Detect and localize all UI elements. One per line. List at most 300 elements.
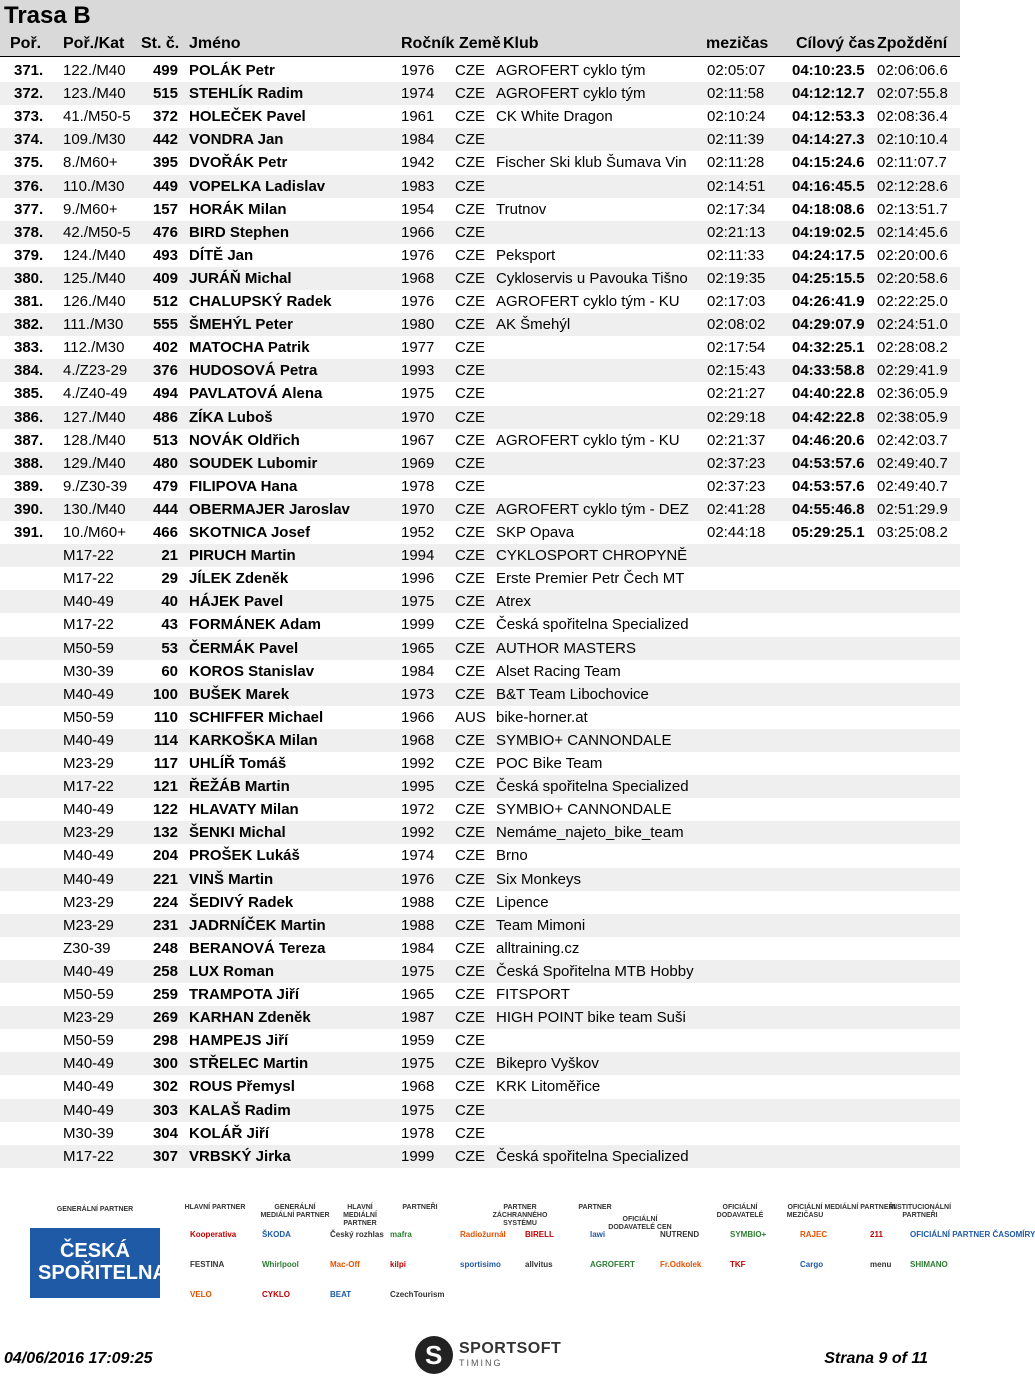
cell-zeme: CZE xyxy=(455,939,485,957)
cell-poradi: 390. xyxy=(14,500,44,518)
cell-cas: 04:16:45.5 xyxy=(792,177,865,195)
sponsor-category-label: PARTNER xyxy=(578,1204,612,1211)
sponsor-logo: Radiožurnál xyxy=(460,1230,506,1239)
cell-cislo: 43 xyxy=(161,616,178,634)
cell-zeme: CZE xyxy=(455,269,485,287)
sponsor-logo: SHIMANO xyxy=(910,1260,948,1269)
cell-jmeno: BUŠEK Marek xyxy=(189,685,290,703)
cell-mezicas: 02:11:28 xyxy=(707,154,765,172)
cell-jmeno: VONDRA Jan xyxy=(189,131,284,149)
cell-rocnik: 1992 xyxy=(401,824,435,842)
cell-jmeno: DVOŘÁK Petr xyxy=(189,154,288,172)
cell-zpozdeni: 02:49:40.7 xyxy=(877,477,948,495)
cell-mezicas: 02:37:23 xyxy=(707,454,766,472)
sponsor-logo: 211 xyxy=(870,1230,883,1239)
cell-cas: 04:24:17.5 xyxy=(792,246,865,264)
col-header-cislo: St. č. xyxy=(141,35,180,52)
cell-rocnik: 1966 xyxy=(401,223,435,241)
sponsor-logo: SYMBIO+ xyxy=(730,1230,767,1239)
cell-kat: M17-22 xyxy=(63,547,114,565)
cell-rocnik: 1975 xyxy=(401,1055,435,1073)
cell-cas: 04:12:53.3 xyxy=(792,108,865,126)
cell-jmeno: POLÁK Petr xyxy=(189,62,275,79)
sponsor-category-label: MEDIÁLNÍ PARTNEŘI xyxy=(824,1204,896,1211)
sponsor-logo: OFICIÁLNÍ PARTNER ČASOMÍRY xyxy=(910,1230,1035,1239)
cell-rocnik: 1996 xyxy=(401,570,435,588)
cell-cas: 04:53:57.6 xyxy=(792,454,865,472)
cell-kat: M50-59 xyxy=(63,708,114,726)
cell-kat: M17-22 xyxy=(63,570,114,588)
cell-zeme: CZE xyxy=(455,223,485,241)
cell-cislo: 121 xyxy=(152,778,178,796)
cell-poradi: 383. xyxy=(14,339,44,357)
cell-zpozdeni: 02:14:45.6 xyxy=(877,223,948,241)
sponsor-logo: TKF xyxy=(730,1260,746,1269)
cell-klub: AGROFERT cyklo tým - DEZ xyxy=(496,500,689,518)
cell-jmeno: HORÁK Milan xyxy=(189,200,287,218)
cell-cislo: 302 xyxy=(152,1078,178,1096)
cell-zeme: CZE xyxy=(455,1009,485,1027)
cell-rocnik: 1980 xyxy=(401,316,435,334)
cell-kat: M30-39 xyxy=(63,662,114,680)
cell-kat: M23-29 xyxy=(63,916,114,934)
cell-zeme: CZE xyxy=(455,847,485,865)
cell-zeme: CZE xyxy=(455,731,485,749)
cell-rocnik: 1976 xyxy=(401,62,435,79)
cell-jmeno: ŠENKI Michal xyxy=(189,824,286,842)
cell-cislo: 409 xyxy=(152,269,178,287)
cell-kat: 8./M60+ xyxy=(63,154,118,172)
cell-poradi: 376. xyxy=(14,177,44,195)
cell-jmeno: UHLÍŘ Tomáš xyxy=(189,755,287,772)
cell-jmeno: HÁJEK Pavel xyxy=(189,593,284,611)
cell-poradi: 375. xyxy=(14,154,44,172)
cell-cislo: 372 xyxy=(152,108,178,126)
cell-kat: 123./M40 xyxy=(63,85,126,103)
cell-mezicas: 02:11:33 xyxy=(707,246,765,264)
col-header-jmeno: Jméno xyxy=(189,35,241,52)
sponsor-category-label: HLAVNÍ PARTNER xyxy=(184,1204,246,1211)
cell-cislo: 479 xyxy=(152,477,178,495)
cell-cislo: 513 xyxy=(152,431,178,449)
col-header-rocnik: Ročník xyxy=(401,35,455,52)
cell-kat: M50-59 xyxy=(63,986,114,1003)
sponsor-logo: NUTREND xyxy=(660,1230,700,1239)
sponsor-logo: menu xyxy=(870,1260,892,1269)
cell-zeme: CZE xyxy=(455,1147,485,1165)
table-row xyxy=(0,729,960,752)
cell-poradi: 381. xyxy=(14,293,44,310)
cell-jmeno: HAMPEJS Jiří xyxy=(189,1032,289,1050)
cell-rocnik: 1974 xyxy=(401,847,435,865)
table-row xyxy=(0,151,960,174)
cell-zeme: CZE xyxy=(455,962,485,980)
table-row xyxy=(0,498,960,521)
cell-cislo: 29 xyxy=(161,570,178,588)
table-row xyxy=(0,706,960,729)
cell-poradi: 378. xyxy=(14,223,44,241)
sponsor-logo: BEAT xyxy=(330,1290,352,1299)
cell-cislo: 304 xyxy=(152,1124,178,1142)
sponsor-logo: Fr.Odkolek xyxy=(660,1260,702,1269)
cell-jmeno: MATOCHA Patrik xyxy=(189,339,310,357)
cell-kat: 125./M40 xyxy=(63,269,126,287)
cell-cas: 04:55:46.8 xyxy=(792,500,865,518)
cell-klub: Alset Racing Team xyxy=(496,662,621,680)
table-row xyxy=(0,82,960,105)
cell-kat: M40-49 xyxy=(63,1078,114,1096)
cell-mezicas: 02:17:34 xyxy=(707,200,766,218)
cell-rocnik: 1984 xyxy=(401,939,435,957)
cell-zpozdeni: 02:12:28.6 xyxy=(877,177,948,195)
cell-poradi: 384. xyxy=(14,362,44,380)
cell-poradi: 380. xyxy=(14,269,44,287)
cell-jmeno: STŘELEC Martin xyxy=(189,1055,309,1073)
cell-zeme: CZE xyxy=(455,801,485,819)
cell-zeme: CZE xyxy=(455,824,485,842)
sponsor-logo: sportisimo xyxy=(460,1260,501,1269)
cell-jmeno: HLAVATY Milan xyxy=(189,801,299,819)
sponsor-logo: mafra xyxy=(390,1230,412,1239)
cell-klub: AGROFERT cyklo tým - KU xyxy=(496,293,680,310)
cell-klub: Česká spořitelna Specialized xyxy=(496,1147,689,1165)
cell-kat: M23-29 xyxy=(63,1009,114,1027)
cell-kat: M50-59 xyxy=(63,639,114,657)
cell-rocnik: 1974 xyxy=(401,85,435,103)
table-row xyxy=(0,59,960,82)
cell-zpozdeni: 02:22:25.0 xyxy=(877,293,948,310)
cell-cas: 04:26:41.9 xyxy=(792,293,865,310)
cell-poradi: 372. xyxy=(14,85,44,103)
cell-zpozdeni: 02:29:41.9 xyxy=(877,362,948,380)
cell-cislo: 307 xyxy=(152,1147,178,1165)
cell-rocnik: 1968 xyxy=(401,731,435,749)
cell-kat: M17-22 xyxy=(63,616,114,634)
cell-rocnik: 1993 xyxy=(401,362,435,380)
cell-cislo: 395 xyxy=(152,154,178,172)
cell-cislo: 21 xyxy=(161,547,178,565)
cell-zeme: CZE xyxy=(455,986,485,1003)
cell-rocnik: 1983 xyxy=(401,177,435,195)
cell-rocnik: 1975 xyxy=(401,1101,435,1119)
cell-zpozdeni: 02:10:10.4 xyxy=(877,131,948,149)
cell-rocnik: 1987 xyxy=(401,1009,435,1027)
cell-klub: SYMBIO+ CANNONDALE xyxy=(496,801,672,819)
sponsor-logo: Kooperativa xyxy=(190,1230,237,1239)
cell-zeme: CZE xyxy=(455,362,485,380)
cell-rocnik: 1972 xyxy=(401,801,435,819)
cell-cislo: 157 xyxy=(152,200,178,218)
table-row xyxy=(0,983,960,1006)
cell-klub: Erste Premier Petr Čech MT xyxy=(496,570,685,588)
cell-mezicas: 02:37:23 xyxy=(707,477,766,495)
cell-poradi: 374. xyxy=(14,131,44,149)
cell-zpozdeni: 02:06:06.6 xyxy=(877,62,948,79)
cell-zeme: CZE xyxy=(455,339,485,357)
sponsor-category-label: PARTNER ZÁCHRANNÉHO SYSTÉMU xyxy=(492,1204,548,1227)
cell-cislo: 476 xyxy=(152,223,178,241)
cell-zeme: CZE xyxy=(455,154,485,172)
cell-jmeno: ŠMEHÝL Peter xyxy=(189,316,293,334)
cell-kat: M23-29 xyxy=(63,755,114,772)
cell-jmeno: VOPELKA Ladislav xyxy=(189,177,326,195)
cell-cislo: 258 xyxy=(152,962,178,980)
cell-jmeno: DÍTĚ Jan xyxy=(189,246,254,264)
cell-mezicas: 02:14:51 xyxy=(707,177,766,195)
cell-rocnik: 1967 xyxy=(401,431,435,449)
cell-cislo: 515 xyxy=(152,85,178,103)
cell-cislo: 466 xyxy=(152,524,178,541)
cell-jmeno: SKOTNICA Josef xyxy=(189,524,311,541)
cell-zpozdeni: 03:25:08.2 xyxy=(877,524,948,541)
cell-jmeno: PROŠEK Lukáš xyxy=(189,847,300,865)
cell-cislo: 486 xyxy=(152,408,178,426)
cell-cislo: 224 xyxy=(152,893,178,911)
cell-cislo: 269 xyxy=(152,1009,178,1027)
cell-zeme: CZE xyxy=(455,893,485,911)
table-row xyxy=(0,406,960,429)
cell-cas: 04:42:22.8 xyxy=(792,408,865,426)
cell-kat: Z30-39 xyxy=(63,939,111,957)
cell-jmeno: KOROS Stanislav xyxy=(189,662,315,680)
cell-zeme: CZE xyxy=(455,639,485,657)
cell-cislo: 512 xyxy=(152,293,178,310)
cell-klub: HIGH POINT bike team Suši xyxy=(496,1009,686,1027)
cell-rocnik: 1970 xyxy=(401,500,435,518)
cell-mezicas: 02:15:43 xyxy=(707,362,766,380)
cell-zeme: CZE xyxy=(455,1032,485,1050)
table-row xyxy=(0,798,960,821)
cell-klub: CYKLOSPORT CHROPYNĚ xyxy=(496,547,688,565)
cell-mezicas: 02:21:13 xyxy=(707,223,766,241)
cell-jmeno: ROUS Přemysl xyxy=(189,1078,295,1096)
cell-zeme: CZE xyxy=(455,570,485,588)
cell-zeme: CZE xyxy=(455,431,485,449)
table-row xyxy=(0,221,960,244)
cell-klub: Team Mimoni xyxy=(496,916,586,934)
cell-cislo: 114 xyxy=(153,731,178,749)
cell-jmeno: SCHIFFER Michael xyxy=(189,708,324,726)
sponsor-logo: BIRELL xyxy=(525,1230,554,1239)
cell-zeme: CZE xyxy=(455,1101,485,1119)
table-row xyxy=(0,821,960,844)
table-row xyxy=(0,1075,960,1098)
table-row xyxy=(0,660,960,683)
table-row xyxy=(0,1006,960,1029)
cell-klub: Trutnov xyxy=(496,200,547,218)
cell-rocnik: 1999 xyxy=(401,616,435,634)
cell-rocnik: 1942 xyxy=(401,154,435,172)
table-row xyxy=(0,567,960,590)
table-row xyxy=(0,637,960,660)
cell-cas: 04:40:22.8 xyxy=(792,385,865,403)
cell-klub: CK White Dragon xyxy=(496,108,613,126)
cell-mezicas: 02:17:03 xyxy=(707,293,766,310)
cell-cislo: 300 xyxy=(152,1055,178,1073)
cell-klub: Česká spořitelna Specialized xyxy=(496,616,689,634)
cell-rocnik: 1976 xyxy=(401,246,435,264)
header-divider xyxy=(0,56,960,57)
cell-klub: SKP Opava xyxy=(496,524,575,541)
cell-kat: M40-49 xyxy=(63,1101,114,1119)
cell-rocnik: 1959 xyxy=(401,1032,435,1050)
sponsor-logo: CYKLO xyxy=(262,1290,290,1299)
table-row xyxy=(0,198,960,221)
cell-mezicas: 02:21:37 xyxy=(707,431,766,449)
cell-cislo: 221 xyxy=(152,870,178,888)
cell-poradi: 387. xyxy=(14,431,44,449)
cell-zpozdeni: 02:38:05.9 xyxy=(877,408,948,426)
table-row xyxy=(0,775,960,798)
cell-cislo: 376 xyxy=(152,362,178,380)
cell-jmeno: CHALUPSKÝ Radek xyxy=(189,293,332,310)
cell-zeme: CZE xyxy=(455,547,485,565)
cell-mezicas: 02:11:58 xyxy=(707,85,765,103)
cell-zpozdeni: 02:11:07.7 xyxy=(877,154,947,172)
cell-cislo: 122 xyxy=(152,801,178,819)
cell-zeme: CZE xyxy=(455,108,485,126)
cell-klub: Six Monkeys xyxy=(496,870,582,888)
cell-cas: 04:18:08.6 xyxy=(792,200,865,218)
cell-jmeno: ŘEŽÁB Martin xyxy=(189,778,290,796)
cell-zeme: CZE xyxy=(455,616,485,634)
cell-kat: M17-22 xyxy=(63,778,114,796)
cell-kat: 9./Z30-39 xyxy=(63,477,128,495)
cell-zeme: CZE xyxy=(455,1078,485,1096)
page-title: Trasa B xyxy=(4,2,91,29)
table-row xyxy=(0,1099,960,1122)
cell-jmeno: JURÁŇ Michal xyxy=(189,269,292,287)
table-row xyxy=(0,290,960,313)
cell-kat: 130./M40 xyxy=(63,500,126,518)
cell-zpozdeni: 02:36:05.9 xyxy=(877,385,948,403)
cell-cislo: 132 xyxy=(152,824,178,842)
cell-poradi: 371. xyxy=(14,62,44,79)
sponsor-logo: Mac-Off xyxy=(330,1260,360,1269)
cell-zeme: CZE xyxy=(455,246,485,264)
cell-kat: M40-49 xyxy=(63,962,114,980)
cell-kat: M23-29 xyxy=(63,824,114,842)
cell-klub: Česká Spořitelna MTB Hobby xyxy=(496,962,694,980)
table-row xyxy=(0,382,960,405)
sponsor-category-label: OFICIÁLNÍ DODAVATELÉ xyxy=(716,1204,764,1219)
cell-klub: SYMBIO+ CANNONDALE xyxy=(496,731,672,749)
cell-zeme: CZE xyxy=(455,316,485,334)
col-header-zpozdeni: Zpoždění xyxy=(877,35,948,52)
cell-zeme: CZE xyxy=(455,62,485,79)
cell-kat: 10./M60+ xyxy=(63,524,126,541)
cell-klub: AGROFERT cyklo tým xyxy=(496,85,646,103)
cell-kat: M50-59 xyxy=(63,1032,114,1050)
cell-kat: M40-49 xyxy=(63,731,114,749)
cell-klub: Nemáme_najeto_bike_team xyxy=(496,824,684,842)
cell-jmeno: HUDOSOVÁ Petra xyxy=(189,362,318,380)
sponsor-strip xyxy=(30,1198,1035,1318)
sponsor-category-label: OFICIÁLNÍ DODAVATELÉ CEN xyxy=(608,1216,672,1231)
cell-zpozdeni: 02:08:36.4 xyxy=(877,108,948,126)
cell-klub: B&T Team Libochovice xyxy=(496,685,649,703)
cell-rocnik: 1995 xyxy=(401,778,435,796)
cell-zpozdeni: 02:07:55.8 xyxy=(877,85,948,103)
cell-zeme: CZE xyxy=(455,1055,485,1073)
cell-mezicas: 02:29:18 xyxy=(707,408,766,426)
cell-rocnik: 1976 xyxy=(401,870,435,888)
table-row xyxy=(0,960,960,983)
cell-mezicas: 02:19:35 xyxy=(707,269,766,287)
cell-kat: M40-49 xyxy=(63,685,114,703)
cell-jmeno: FORMÁNEK Adam xyxy=(189,616,321,634)
cell-jmeno: OBERMAJER Jaroslav xyxy=(189,500,350,518)
table-row xyxy=(0,244,960,267)
sponsor-category-label: HLAVNÍ MEDIÁLNÍ PARTNER xyxy=(343,1204,377,1227)
cell-jmeno: HOLEČEK Pavel xyxy=(189,108,306,126)
cell-kat: 4./Z40-49 xyxy=(63,385,128,403)
cell-zpozdeni: 02:42:03.7 xyxy=(877,431,948,449)
cell-cislo: 499 xyxy=(152,62,178,79)
sponsor-logo: CzechTourism xyxy=(390,1290,445,1299)
cell-kat: 128./M40 xyxy=(63,431,126,449)
cell-cislo: 480 xyxy=(152,454,178,472)
cell-zpozdeni: 02:49:40.7 xyxy=(877,454,948,472)
table-row xyxy=(0,336,960,359)
page-number: Strana 9 of 11 xyxy=(824,1350,928,1367)
cell-rocnik: 1977 xyxy=(401,339,435,357)
cell-poradi: 389. xyxy=(14,477,44,495)
print-timestamp: 04/06/2016 17:09:25 xyxy=(4,1350,153,1367)
cell-cislo: 493 xyxy=(152,246,178,264)
cell-jmeno: BIRD Stephen xyxy=(189,223,290,241)
cell-rocnik: 1969 xyxy=(401,454,435,472)
table-row xyxy=(0,844,960,867)
cell-zpozdeni: 02:51:29.9 xyxy=(877,500,948,518)
cell-jmeno: KARHAN Zdeněk xyxy=(189,1009,311,1027)
cell-rocnik: 1994 xyxy=(401,547,435,565)
cell-klub: AGROFERT cyklo tým - KU xyxy=(496,431,680,449)
table-row xyxy=(0,105,960,128)
cell-rocnik: 1954 xyxy=(401,200,435,218)
cell-cislo: 555 xyxy=(152,316,178,334)
sponsor-category-label: PARTNEŘI xyxy=(402,1204,438,1211)
cell-cas: 04:32:25.1 xyxy=(792,339,865,357)
cell-zeme: CZE xyxy=(455,177,485,195)
cell-kat: M40-49 xyxy=(63,801,114,819)
cell-klub: Cykloservis u Pavouka Tišno xyxy=(496,269,688,287)
cell-jmeno: ZÍKA Luboš xyxy=(189,408,273,426)
sponsor-logo: Whirlpool xyxy=(262,1260,299,1269)
cell-cislo: 248 xyxy=(152,939,178,957)
cell-cislo: 40 xyxy=(161,593,178,611)
cell-kat: 111./M30 xyxy=(63,316,124,334)
cell-klub: AGROFERT cyklo tým xyxy=(496,62,646,79)
cell-cislo: 100 xyxy=(152,685,178,703)
cell-zeme: CZE xyxy=(455,593,485,611)
cell-cas: 04:14:27.3 xyxy=(792,131,865,149)
table-row xyxy=(0,521,960,544)
cell-klub: Peksport xyxy=(496,246,556,264)
cell-kat: 126./M40 xyxy=(63,293,126,310)
sponsor-logo: VELO xyxy=(190,1290,212,1299)
cell-cislo: 231 xyxy=(152,916,178,934)
cell-poradi: 388. xyxy=(14,454,44,472)
cell-rocnik: 1968 xyxy=(401,1078,435,1096)
cell-klub: POC Bike Team xyxy=(496,755,603,772)
cell-kat: 4./Z23-29 xyxy=(63,362,128,380)
cell-rocnik: 1992 xyxy=(401,755,435,772)
cell-klub: Česká spořitelna Specialized xyxy=(496,778,689,796)
cell-rocnik: 1978 xyxy=(401,477,435,495)
cell-rocnik: 1965 xyxy=(401,639,435,657)
cell-rocnik: 1999 xyxy=(401,1147,435,1165)
